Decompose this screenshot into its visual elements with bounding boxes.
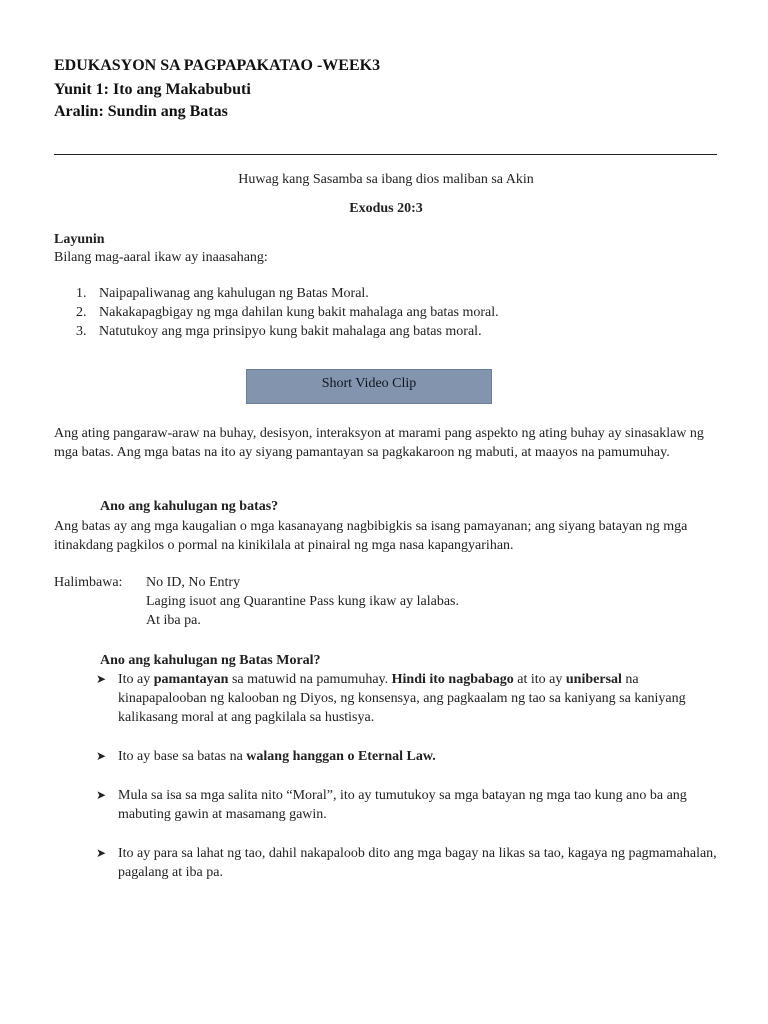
examples-label: Halimbawa: (54, 575, 123, 590)
law-definition: Ang batas ay ang mga kaugalian o mga kasanayang nagbibigkis sa isang pamayanan; ang siyang batayan ng mga itinakdang pagkilos o pormal na kinikilala at pinairal ng mga nasa kapangyarihan. (54, 519, 688, 553)
bullet-text: Mula sa isa sa mga salita nito “Moral”, ito ay tumutukoy sa mga batayan ng mga tao kung ano ba ang mabuting gawin at masamang gawin. (118, 788, 687, 822)
objective-item: 3. Natutukoy ang mga prinsipyo kung bakit mahalaga ang batas moral. (76, 324, 482, 339)
document-title: EDUKASYON SA PAGPAPAKATAO -WEEK3 (54, 57, 381, 74)
lesson-title: Aralin: Sundin ang Batas (54, 103, 228, 120)
examples-list (146, 573, 459, 630)
arrowhead-bullet-icon: ➤ (96, 846, 107, 860)
example-item: At iba pa. (146, 613, 201, 628)
arrowhead-bullet-icon: ➤ (96, 749, 107, 763)
horizontal-rule (54, 154, 717, 155)
bible-verse: Huwag kang Sasamba sa ibang dios maliban sa Akin (238, 172, 534, 187)
short-video-clip-button[interactable]: Short Video Clip (246, 369, 492, 404)
example-item: No ID, No Entry (146, 575, 241, 590)
verse-reference: Exodus 20:3 (349, 201, 423, 216)
bullet-item (54, 747, 718, 766)
bullet-item (54, 670, 718, 727)
moral-law-heading: Ano ang kahulugan ng Batas Moral? (100, 653, 321, 668)
objectives-intro: Bilang mag-aaral ikaw ay inaasahang: (54, 250, 268, 265)
bullet-item (54, 844, 718, 882)
arrowhead-bullet-icon: ➤ (96, 672, 107, 686)
objectives-heading: Layunin (54, 232, 105, 247)
bullet-item (54, 786, 718, 824)
objectives-list (54, 284, 499, 341)
intro-paragraph: Ang ating pangaraw-araw na buhay, desisyon, interaksyon at marami pang aspekto ng ating buhay ay sinasaklaw ng mga batas. Ang mga batas na ito ay siyang pamantayan sa pagkakaroon ng mabuti, at maayos na pamumuhay. (54, 426, 704, 460)
law-heading: Ano ang kahulugan ng batas? (100, 499, 279, 514)
bullet-text: Ito ay para sa lahat ng tao, dahil nakapaloob dito ang mga bagay na likas sa tao, kagaya ng pagmamahalan, pagalang at iba pa. (118, 846, 717, 880)
unit-title: Yunit 1: Ito ang Makabubuti (54, 81, 251, 98)
example-item: Laging isuot ang Quarantine Pass kung ikaw ay lalabas. (146, 594, 459, 609)
objective-item: 1. Naipapaliwanag ang kahulugan ng Batas Moral. (76, 286, 369, 301)
arrowhead-bullet-icon: ➤ (96, 788, 107, 802)
objective-item: 2. Nakakapagbigay ng mga dahilan kung bakit mahalaga ang batas moral. (76, 305, 499, 320)
bullet-text: Ito ay pamantayan sa matuwid na pamumuhay. Hindi ito nagbabago at ito ay unibersal na kinapapalooban ng kalooban ng Diyos, ng konsensya, ang pagkaalam ng tao sa kaniyang sa kaniyang kalikasang moral at ang pagkilala sa hustisya. (118, 672, 686, 725)
bullet-text: Ito ay base sa batas na walang hanggan o Eternal Law. (118, 749, 436, 764)
